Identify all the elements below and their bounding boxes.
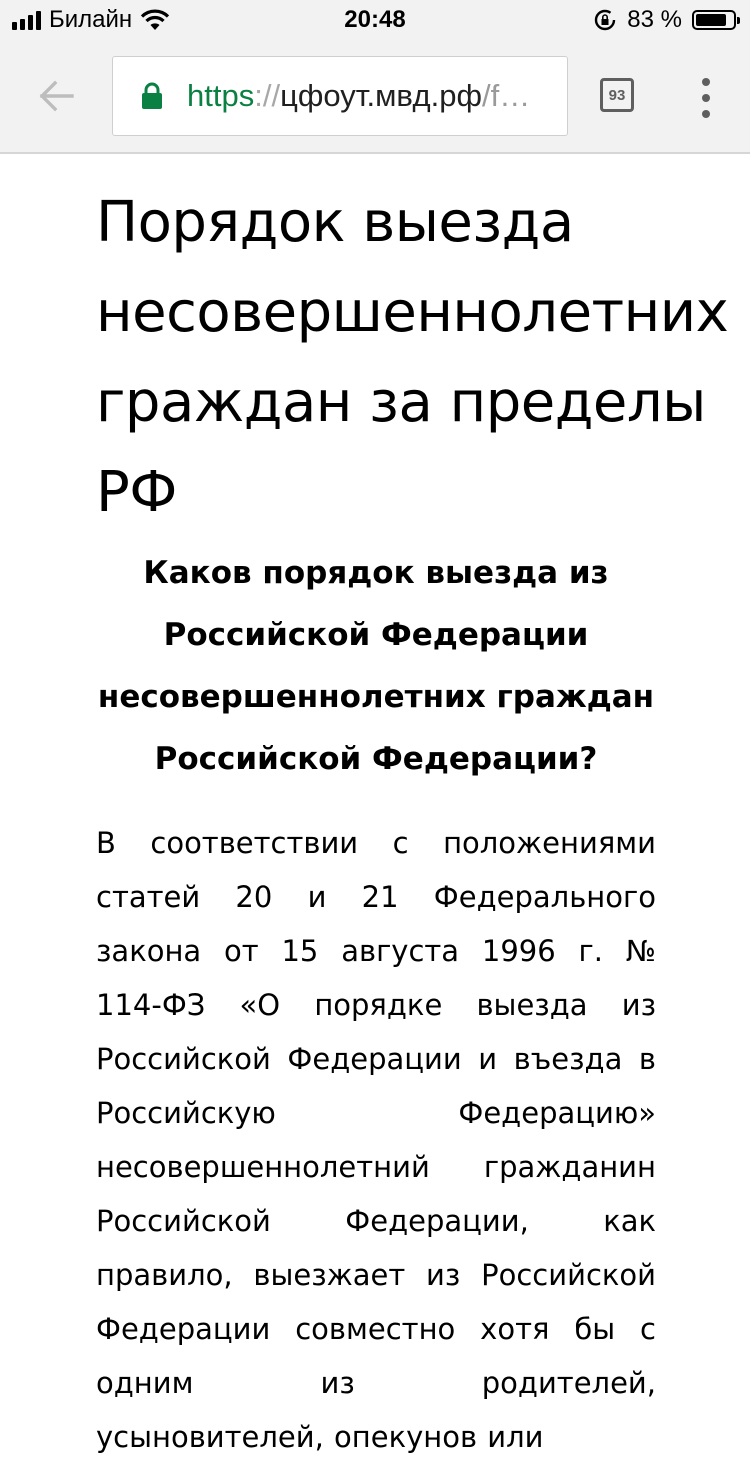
article-body: В соответствии с положениями статей 20 и 21 Федерального закона от 15 августа 1996 г. № 114-ФЗ «О порядке выезда из Российской Федерации и въезда в Российскую Федерацию» несовершеннолетний гражданин Российской Федерации, как правило, выезжает из Российской Федерации совместно хотя бы с одним из родителей, усыновителей, опекунов или (96, 826, 656, 1454)
url-host: цфоут.мвд.рф (280, 78, 482, 113)
browser-toolbar (0, 40, 750, 154)
battery-fill (696, 14, 726, 26)
url-path: /f… (481, 78, 531, 113)
more-vert-icon[interactable] (694, 78, 718, 118)
battery-percent: 83 % (627, 6, 682, 33)
back-arrow-icon (38, 80, 74, 112)
status-right (593, 6, 736, 34)
url-separator: :// (254, 78, 281, 113)
clock: 20:48 (344, 6, 406, 33)
rotation-lock-icon (593, 8, 617, 32)
page-title: Порядок выезда несовершеннолетних граждан за пределы РФ (96, 190, 729, 525)
battery-icon (692, 10, 736, 30)
article-subtitle: Каков порядок выезда из Российской Федерации несовершеннолетних граждан Российской Федерации? (97, 555, 655, 777)
lock-icon (141, 82, 163, 110)
carrier-name: Билайн (49, 6, 133, 33)
address-bar[interactable] (112, 56, 568, 136)
tab-switcher-button[interactable]: 93 (600, 78, 634, 112)
article (96, 152, 729, 1464)
url-scheme: https (187, 78, 255, 113)
url-text (187, 78, 539, 114)
back-button[interactable] (34, 70, 78, 122)
status-bar (0, 0, 750, 40)
